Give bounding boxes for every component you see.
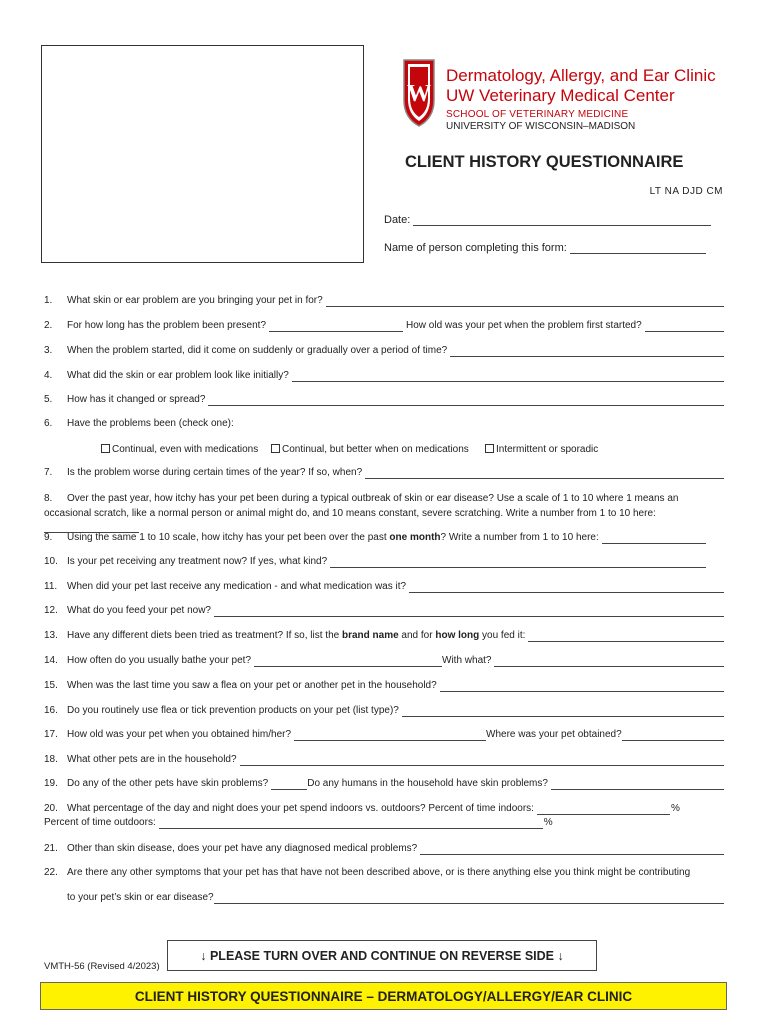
question-14: 14. How often do you usually bathe your pet? With what?: [44, 655, 724, 667]
question-17: 17. How old was your pet when you obtained him/her? Where was your pet obtained?: [44, 729, 724, 741]
question-19: 19. Do any of the other pets have skin problems? Do any humans in the household have skin problems?: [44, 778, 724, 790]
answer-line[interactable]: [214, 892, 724, 904]
question-11: 11. When did your pet last receive any medication - and what medication was it?: [44, 581, 724, 593]
logo-center-name: UW Veterinary Medical Center: [446, 86, 675, 105]
answer-line[interactable]: [326, 295, 724, 307]
answer-line[interactable]: [645, 320, 724, 332]
question-21: 21. Other than skin disease, does your pet have any diagnosed medical problems?: [44, 843, 724, 855]
person-field[interactable]: [384, 242, 706, 254]
footer-banner: CLIENT HISTORY QUESTIONNAIRE – DERMATOLOGY/ALLERGY/EAR CLINIC: [40, 982, 727, 1010]
answer-line[interactable]: [537, 803, 670, 815]
uw-crest-logo: [401, 56, 437, 130]
answer-line[interactable]: [402, 705, 724, 717]
answer-line[interactable]: [214, 605, 724, 617]
logo-school-name: SCHOOL OF VETERINARY MEDICINE: [446, 109, 629, 120]
question-3: 3. When the problem started, did it come on suddenly or gradually over a period of time?: [44, 345, 724, 357]
answer-line[interactable]: [440, 680, 724, 692]
logo-clinic-name: Dermatology, Allergy, and Ear Clinic: [446, 66, 716, 85]
answer-line[interactable]: [292, 370, 724, 382]
answer-line[interactable]: [602, 532, 706, 544]
question-9: 9. Using the same 1 to 10 scale, how itchy has your pet been over the past one month ? Write a number from 1 to 10 here:: [44, 532, 724, 544]
option-continual-better[interactable]: Continual, but better when on medications: [271, 444, 469, 455]
answer-line[interactable]: [240, 754, 724, 766]
question-10: 10. Is your pet receiving any treatment now? If yes, what kind?: [44, 556, 724, 568]
question-12: 12. What do you feed your pet now?: [44, 605, 724, 617]
question-13: 13. Have any different diets been tried as treatment? If so, list the brand name and for how long you fed it:: [44, 630, 724, 642]
answer-line[interactable]: [208, 394, 724, 406]
question-20: 20. What percentage of the day and night does your pet spend indoors vs. outdoors? Percent of time indoors: %: [44, 803, 680, 814]
answer-line[interactable]: [294, 729, 486, 741]
answer-line[interactable]: [409, 581, 724, 593]
svg-text:W: W: [407, 81, 431, 107]
answer-line[interactable]: [271, 778, 307, 790]
logo-university-name: UNIVERSITY OF WISCONSIN–MADISON: [446, 121, 636, 132]
clinician-codes: LT NA DJD CM: [649, 186, 723, 197]
answer-line[interactable]: [494, 655, 724, 667]
option-continual-meds[interactable]: Continual, even with medications: [101, 444, 258, 455]
answer-line[interactable]: [365, 467, 724, 479]
answer-line[interactable]: [528, 630, 724, 642]
answer-line[interactable]: [551, 778, 724, 790]
person-label: Name of person completing this form:: [384, 242, 567, 254]
question-15: 15. When was the last time you saw a flea on your pet or another pet in the household?: [44, 680, 724, 692]
answer-line[interactable]: [330, 556, 706, 568]
checkbox[interactable]: [101, 444, 110, 453]
answer-line[interactable]: [269, 320, 403, 332]
question-22-cont: to your pet’s skin or ear disease?: [67, 892, 724, 904]
option-intermittent[interactable]: Intermittent or sporadic: [485, 444, 598, 455]
question-5: 5. How has it changed or spread?: [44, 394, 724, 406]
date-line[interactable]: [413, 214, 711, 226]
question-8: 8. Over the past year, how itchy has your pet been during a typical outbreak of skin or ear disease? Use a scale of 1 to 10 where 1 means an occasional scratch, like a normal person or animal might do, and 10 means constant, severe scratching. Write a number from 1 to 10 here:: [44, 491, 726, 536]
answer-line[interactable]: [622, 729, 724, 741]
date-field[interactable]: [384, 214, 711, 226]
answer-line[interactable]: [159, 817, 543, 829]
question-7: 7. Is the problem worse during certain times of the year? If so, when?: [44, 467, 724, 479]
turn-over-notice: ↓ PLEASE TURN OVER AND CONTINUE ON REVERSE SIDE ↓: [167, 940, 597, 971]
answer-line[interactable]: [254, 655, 442, 667]
checkbox[interactable]: [485, 444, 494, 453]
question-16: 16. Do you routinely use flea or tick prevention products on your pet (list type)?: [44, 705, 724, 717]
photo-box: [41, 45, 364, 263]
answer-line[interactable]: [420, 843, 724, 855]
checkbox[interactable]: [271, 444, 280, 453]
question-4: 4. What did the skin or ear problem look like initially?: [44, 370, 724, 382]
question-20-outdoors: Percent of time outdoors: %: [44, 817, 553, 828]
question-2: 2. For how long has the problem been present? How old was your pet when the problem first started?: [44, 320, 724, 332]
form-code: VMTH-56 (Revised 4/2023): [44, 961, 160, 972]
question-1: 1. What skin or ear problem are you bringing your pet in for?: [44, 295, 724, 307]
question-18: 18. What other pets are in the household?: [44, 754, 724, 766]
page-title: CLIENT HISTORY QUESTIONNAIRE: [405, 153, 684, 171]
question-22: 22. Are there any other symptoms that your pet has that have not been described above, or is there anything else you think might be contributing: [44, 867, 691, 878]
answer-line[interactable]: [450, 345, 724, 357]
question-6: 6. Have the problems been (check one):: [44, 418, 234, 429]
date-label: Date:: [384, 214, 411, 226]
person-line[interactable]: [570, 242, 706, 254]
